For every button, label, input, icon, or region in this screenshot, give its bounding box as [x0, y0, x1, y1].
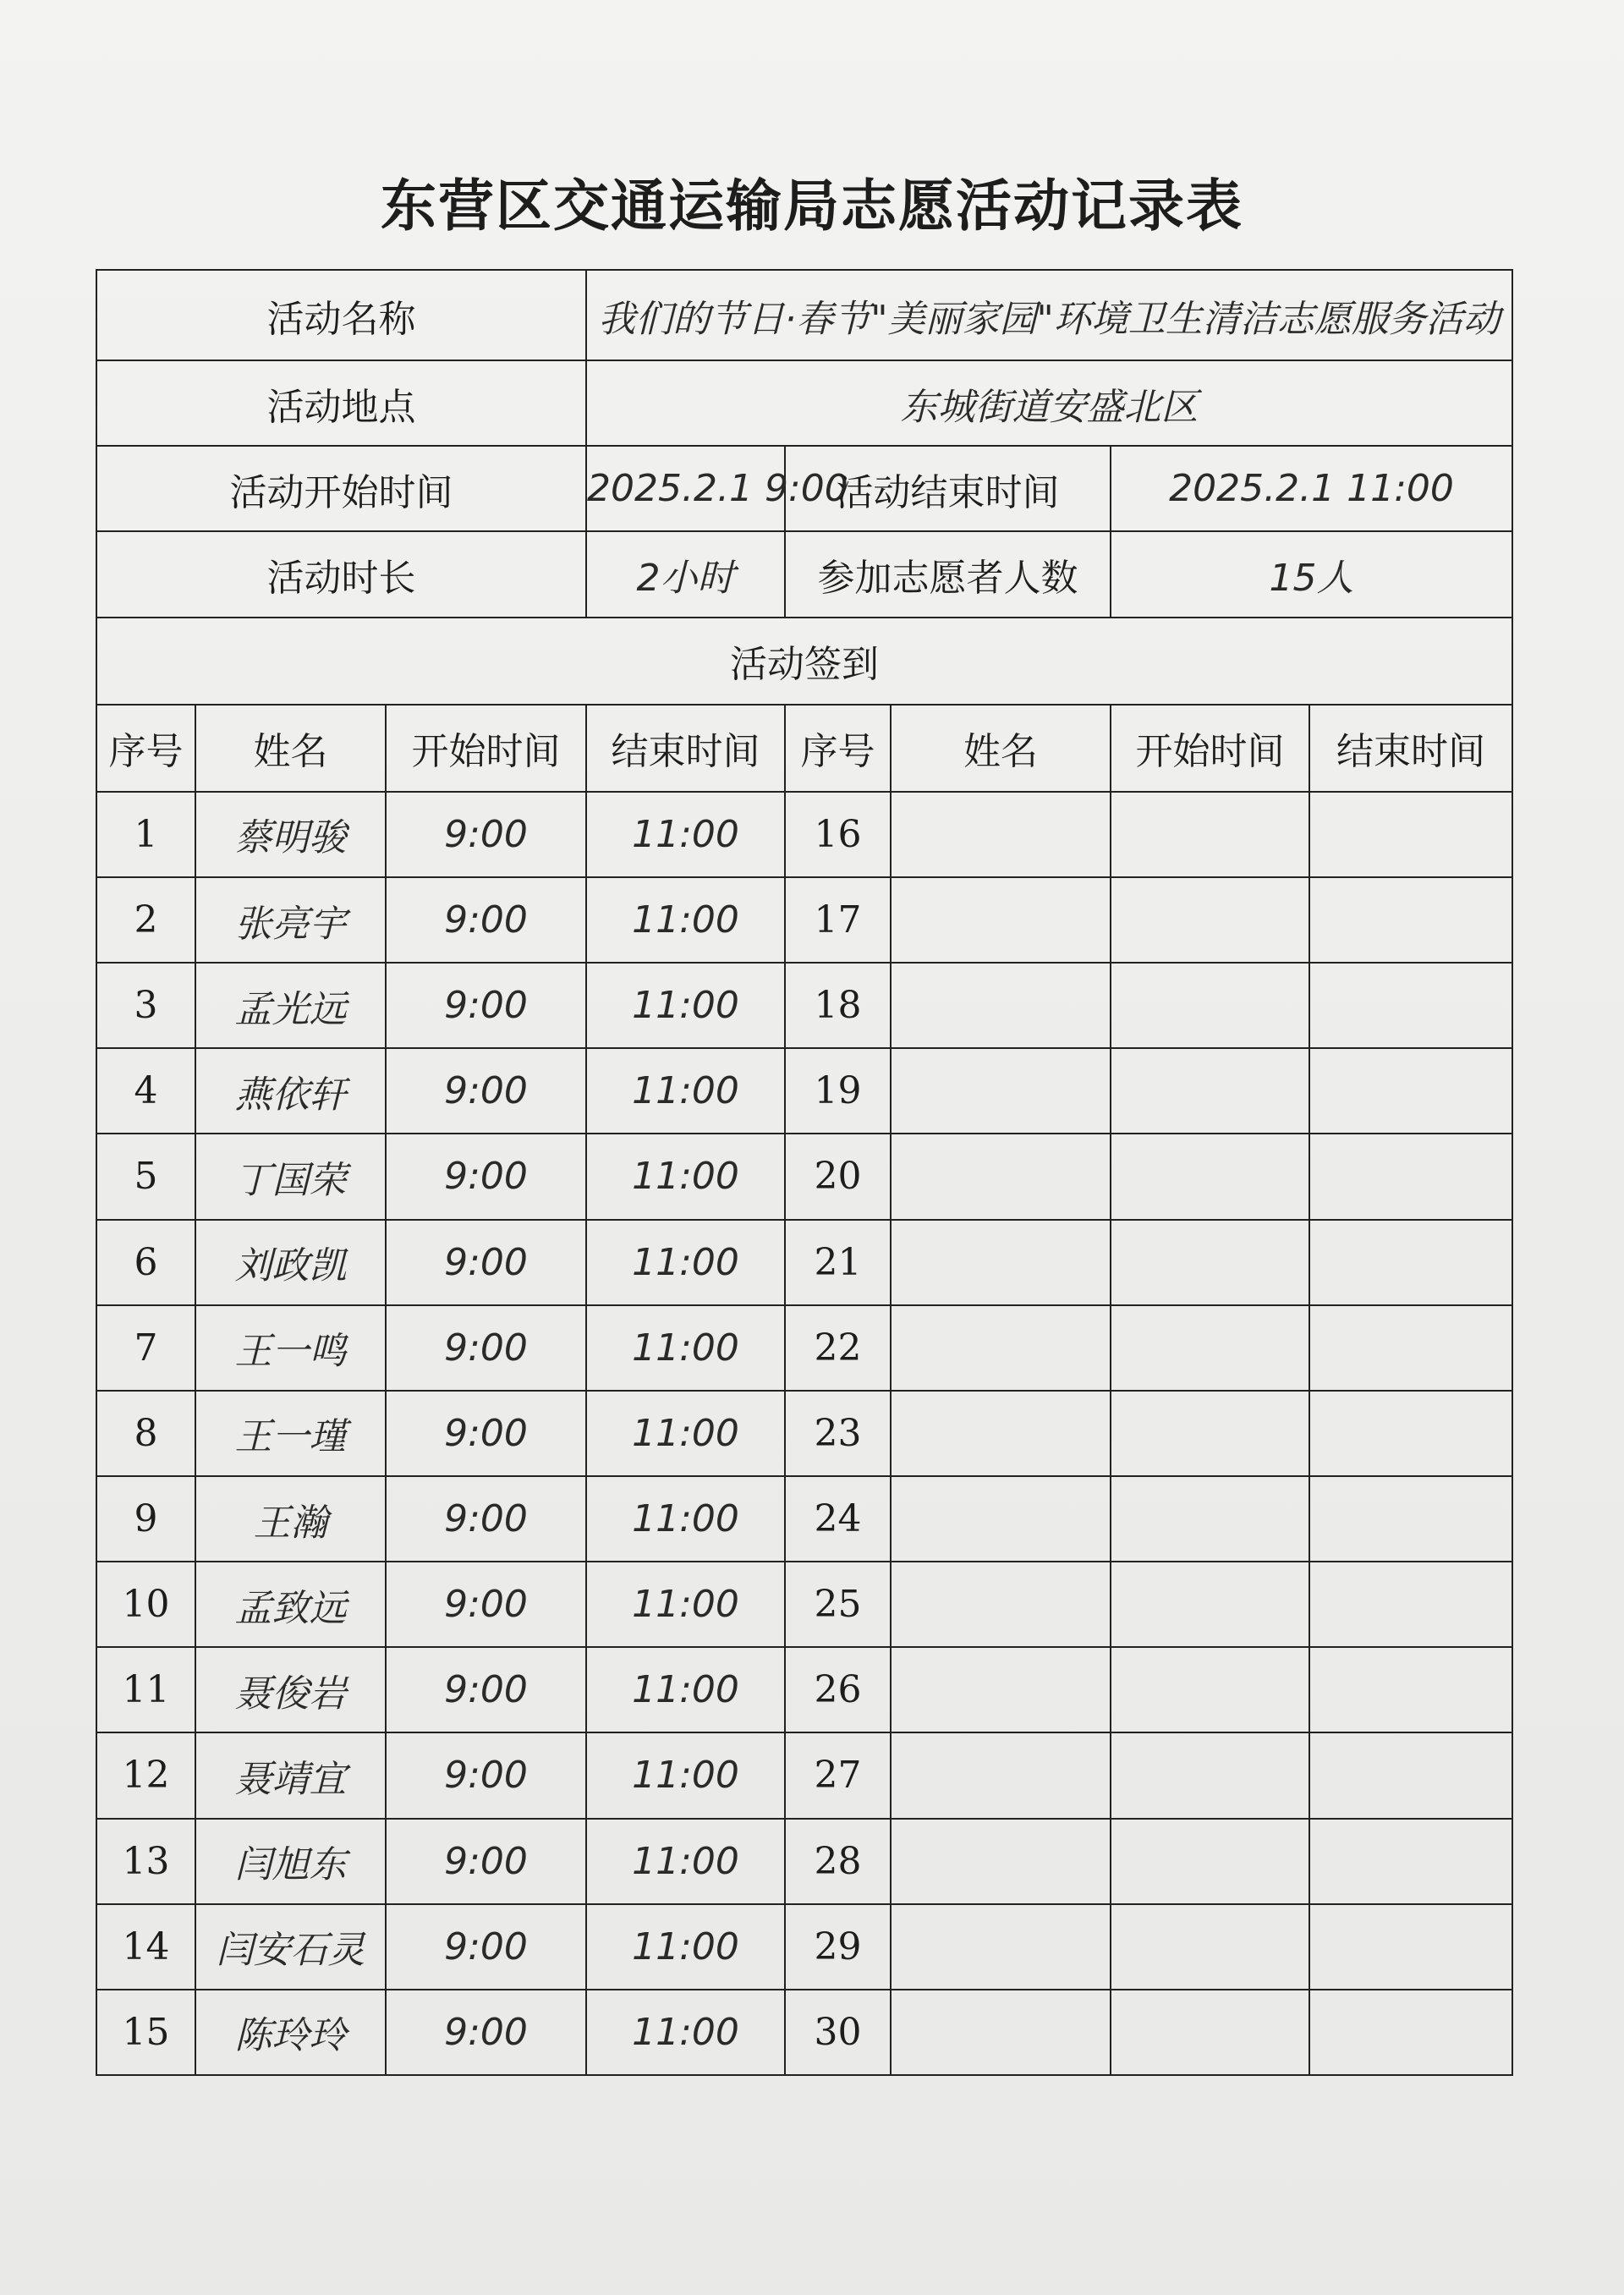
row-start-time-2	[1111, 1220, 1309, 1305]
volunteer-count-label: 参加志愿者人数	[785, 531, 1111, 617]
row-end-time-2	[1309, 1391, 1512, 1476]
activity-name-value: 我们的节日·春节"美丽家园"环境卫生清洁志愿服务活动	[586, 270, 1512, 360]
row-name: 丁国荣	[195, 1134, 386, 1219]
row-number: 2	[96, 877, 195, 963]
column-header-row	[96, 705, 1512, 792]
row-name: 燕依轩	[195, 1048, 386, 1134]
row-end-time: 11:00	[586, 1990, 785, 2075]
row-end-time-2	[1309, 1134, 1512, 1219]
row-number: 9	[96, 1476, 195, 1562]
row-name: 蔡明骏	[195, 792, 386, 877]
row-start-time: 9:00	[386, 1562, 586, 1647]
row-number-2: 24	[785, 1476, 891, 1562]
col-header-no-2: 序号	[785, 705, 891, 792]
row-name-2	[891, 1990, 1111, 2075]
row-start-time-2	[1111, 1562, 1309, 1647]
row-end-time-2	[1309, 1562, 1512, 1647]
row-end-time: 11:00	[586, 792, 785, 877]
row-number-2: 22	[785, 1305, 891, 1391]
row-name-2	[891, 1220, 1111, 1305]
row-start-time-2	[1111, 1732, 1309, 1818]
end-time-label: 活动结束时间	[785, 446, 1111, 531]
row-start-time: 9:00	[386, 1819, 586, 1904]
row-number: 4	[96, 1048, 195, 1134]
row-start-time: 9:00	[386, 1391, 586, 1476]
row-end-time: 11:00	[586, 963, 785, 1048]
row-number-2: 21	[785, 1220, 891, 1305]
row-number-2: 16	[785, 792, 891, 877]
row-end-time: 11:00	[586, 1647, 785, 1732]
row-start-time: 9:00	[386, 792, 586, 877]
row-number: 3	[96, 963, 195, 1048]
row-number-2: 19	[785, 1048, 891, 1134]
row-number: 11	[96, 1647, 195, 1732]
row-end-time-2	[1309, 1476, 1512, 1562]
row-end-time: 11:00	[586, 1732, 785, 1818]
info-row-name	[96, 270, 1512, 360]
activity-name-label: 活动名称	[96, 270, 586, 360]
row-start-time-2	[1111, 1990, 1309, 2075]
row-name: 张亮宇	[195, 877, 386, 963]
signin-heading: 活动签到	[96, 618, 1512, 705]
col-header-name: 姓名	[195, 705, 386, 792]
location-value: 东城街道安盛北区	[586, 360, 1512, 446]
table-row	[96, 1562, 1512, 1647]
row-start-time-2	[1111, 1819, 1309, 1904]
row-number: 13	[96, 1819, 195, 1904]
row-number: 5	[96, 1134, 195, 1219]
table-row	[96, 877, 1512, 963]
row-start-time: 9:00	[386, 1476, 586, 1562]
row-name: 王一瑾	[195, 1391, 386, 1476]
row-name: 王一鸣	[195, 1305, 386, 1391]
duration-label: 活动时长	[96, 531, 586, 617]
row-number: 8	[96, 1391, 195, 1476]
table-row	[96, 1819, 1512, 1904]
row-start-time-2	[1111, 1048, 1309, 1134]
table-row	[96, 1048, 1512, 1134]
table-row	[96, 1134, 1512, 1219]
row-number: 14	[96, 1904, 195, 1990]
table-row	[96, 792, 1512, 877]
row-end-time-2	[1309, 1305, 1512, 1391]
row-name-2	[891, 792, 1111, 877]
row-end-time-2	[1309, 1904, 1512, 1990]
table-row	[96, 1476, 1512, 1562]
row-end-time: 11:00	[586, 1048, 785, 1134]
row-number: 6	[96, 1220, 195, 1305]
row-name: 刘政凯	[195, 1220, 386, 1305]
row-name-2	[891, 1819, 1111, 1904]
table-row	[96, 1220, 1512, 1305]
row-end-time-2	[1309, 1647, 1512, 1732]
row-number-2: 28	[785, 1819, 891, 1904]
table-row	[96, 1391, 1512, 1476]
row-name-2	[891, 1391, 1111, 1476]
duration-value: 2小时	[586, 531, 785, 617]
table-row	[96, 1990, 1512, 2075]
table-row	[96, 1904, 1512, 1990]
row-start-time: 9:00	[386, 1048, 586, 1134]
row-start-time: 9:00	[386, 1732, 586, 1818]
col-header-end-2: 结束时间	[1309, 705, 1512, 792]
row-start-time-2	[1111, 1476, 1309, 1562]
record-table	[96, 269, 1513, 2076]
row-start-time-2	[1111, 1305, 1309, 1391]
start-time-value: 2025.2.1 9:00	[586, 446, 785, 531]
row-end-time-2	[1309, 1990, 1512, 2075]
location-label: 活动地点	[96, 360, 586, 446]
info-row-location	[96, 360, 1512, 446]
row-name: 闫安石灵	[195, 1904, 386, 1990]
row-end-time-2	[1309, 1819, 1512, 1904]
row-end-time: 11:00	[586, 1134, 785, 1219]
row-number: 7	[96, 1305, 195, 1391]
row-end-time-2	[1309, 1220, 1512, 1305]
row-number-2: 29	[785, 1904, 891, 1990]
col-header-name-2: 姓名	[891, 705, 1111, 792]
row-name: 陈玲玲	[195, 1990, 386, 2075]
row-number-2: 18	[785, 963, 891, 1048]
row-start-time: 9:00	[386, 1647, 586, 1732]
info-row-time	[96, 446, 1512, 531]
row-name: 聂俊岩	[195, 1647, 386, 1732]
row-name: 王瀚	[195, 1476, 386, 1562]
row-end-time-2	[1309, 792, 1512, 877]
row-end-time: 11:00	[586, 1904, 785, 1990]
col-header-start: 开始时间	[386, 705, 586, 792]
row-name-2	[891, 1647, 1111, 1732]
row-name: 聂靖宜	[195, 1732, 386, 1818]
row-end-time: 11:00	[586, 1391, 785, 1476]
row-start-time-2	[1111, 963, 1309, 1048]
row-start-time: 9:00	[386, 963, 586, 1048]
row-name-2	[891, 1305, 1111, 1391]
row-end-time: 11:00	[586, 1476, 785, 1562]
row-name: 孟致远	[195, 1562, 386, 1647]
col-header-end: 结束时间	[586, 705, 785, 792]
row-end-time: 11:00	[586, 1819, 785, 1904]
row-start-time-2	[1111, 792, 1309, 877]
info-row-duration	[96, 531, 1512, 617]
row-number: 10	[96, 1562, 195, 1647]
volunteer-count-value: 15人	[1111, 531, 1512, 617]
row-name-2	[891, 963, 1111, 1048]
row-start-time: 9:00	[386, 1134, 586, 1219]
row-name-2	[891, 1476, 1111, 1562]
row-end-time-2	[1309, 1732, 1512, 1818]
row-end-time: 11:00	[586, 1562, 785, 1647]
row-end-time-2	[1309, 1048, 1512, 1134]
row-name-2	[891, 1134, 1111, 1219]
table-row	[96, 1305, 1512, 1391]
row-start-time-2	[1111, 1904, 1309, 1990]
page-title: 东营区交通运输局志愿活动记录表	[381, 173, 1243, 239]
row-end-time: 11:00	[586, 1305, 785, 1391]
row-start-time: 9:00	[386, 1220, 586, 1305]
row-end-time-2	[1309, 963, 1512, 1048]
row-name: 闫旭东	[195, 1819, 386, 1904]
row-name-2	[891, 1048, 1111, 1134]
row-start-time: 9:00	[386, 1305, 586, 1391]
row-end-time-2	[1309, 877, 1512, 963]
row-start-time-2	[1111, 1391, 1309, 1476]
row-number-2: 20	[785, 1134, 891, 1219]
row-end-time: 11:00	[586, 877, 785, 963]
row-name-2	[891, 1904, 1111, 1990]
row-start-time-2	[1111, 1134, 1309, 1219]
row-name-2	[891, 1732, 1111, 1818]
row-number: 1	[96, 792, 195, 877]
row-name-2	[891, 877, 1111, 963]
row-number: 15	[96, 1990, 195, 2075]
row-number-2: 27	[785, 1732, 891, 1818]
col-header-no: 序号	[96, 705, 195, 792]
start-time-label: 活动开始时间	[96, 446, 586, 531]
row-start-time: 9:00	[386, 1990, 586, 2075]
row-start-time: 9:00	[386, 877, 586, 963]
col-header-start-2: 开始时间	[1111, 705, 1309, 792]
table-row	[96, 1732, 1512, 1818]
row-number-2: 23	[785, 1391, 891, 1476]
row-name: 孟光远	[195, 963, 386, 1048]
row-start-time-2	[1111, 1647, 1309, 1732]
table-row	[96, 1647, 1512, 1732]
row-name-2	[891, 1562, 1111, 1647]
table-body	[96, 270, 1512, 2075]
row-number-2: 26	[785, 1647, 891, 1732]
row-start-time: 9:00	[386, 1904, 586, 1990]
row-number-2: 25	[785, 1562, 891, 1647]
row-number-2: 30	[785, 1990, 891, 2075]
end-time-value: 2025.2.1 11:00	[1111, 446, 1512, 531]
table-row	[96, 963, 1512, 1048]
row-number: 12	[96, 1732, 195, 1818]
row-end-time: 11:00	[586, 1220, 785, 1305]
signin-heading-row	[96, 618, 1512, 705]
row-start-time-2	[1111, 877, 1309, 963]
row-number-2: 17	[785, 877, 891, 963]
